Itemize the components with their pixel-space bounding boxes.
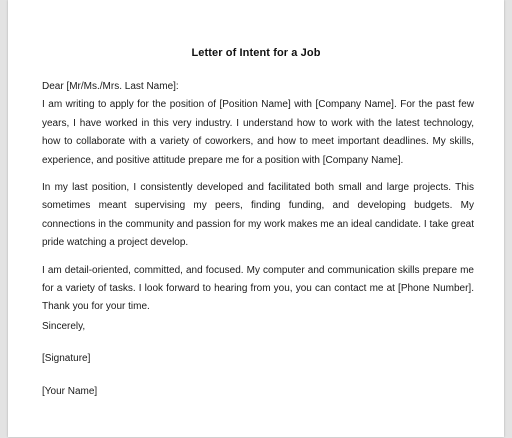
letter-page xyxy=(8,0,504,437)
letter-body xyxy=(42,78,474,317)
closing: Sincerely, xyxy=(42,321,86,332)
paragraph-3: I am detail-oriented, committed, and focused. My computer and communication skills prepare me for a variety of tasks. I look forward to hearing from you, you can contact me at [Phone Number]. Thank you for your time. xyxy=(42,264,474,313)
your-name: [Your Name] xyxy=(42,386,98,397)
paragraph-2: In my last position, I consistently developed and facilitated both small and large projects. This sometimes meant supervising my peers, finding funding, and developing budgets. My connections in the community and passion for my work makes me an ideal candidate. I take great pride watching a project develop. xyxy=(42,182,474,249)
paragraph-1: I am writing to apply for the position of [Position Name] with [Company Name]. For the past few years, I have worked in this very industry. I understand how to work with the latest technology, how to collaborate with a variety of coworkers, and how to meet important deadlines. My skills, experience, and positive attitude prepare me for a position with [Company Name]. xyxy=(42,99,474,166)
salutation: Dear [Mr/Ms./Mrs. Last Name]: xyxy=(42,81,179,92)
letter-title: Letter of Intent for a Job xyxy=(191,47,321,59)
signature: [Signature] xyxy=(42,353,91,364)
